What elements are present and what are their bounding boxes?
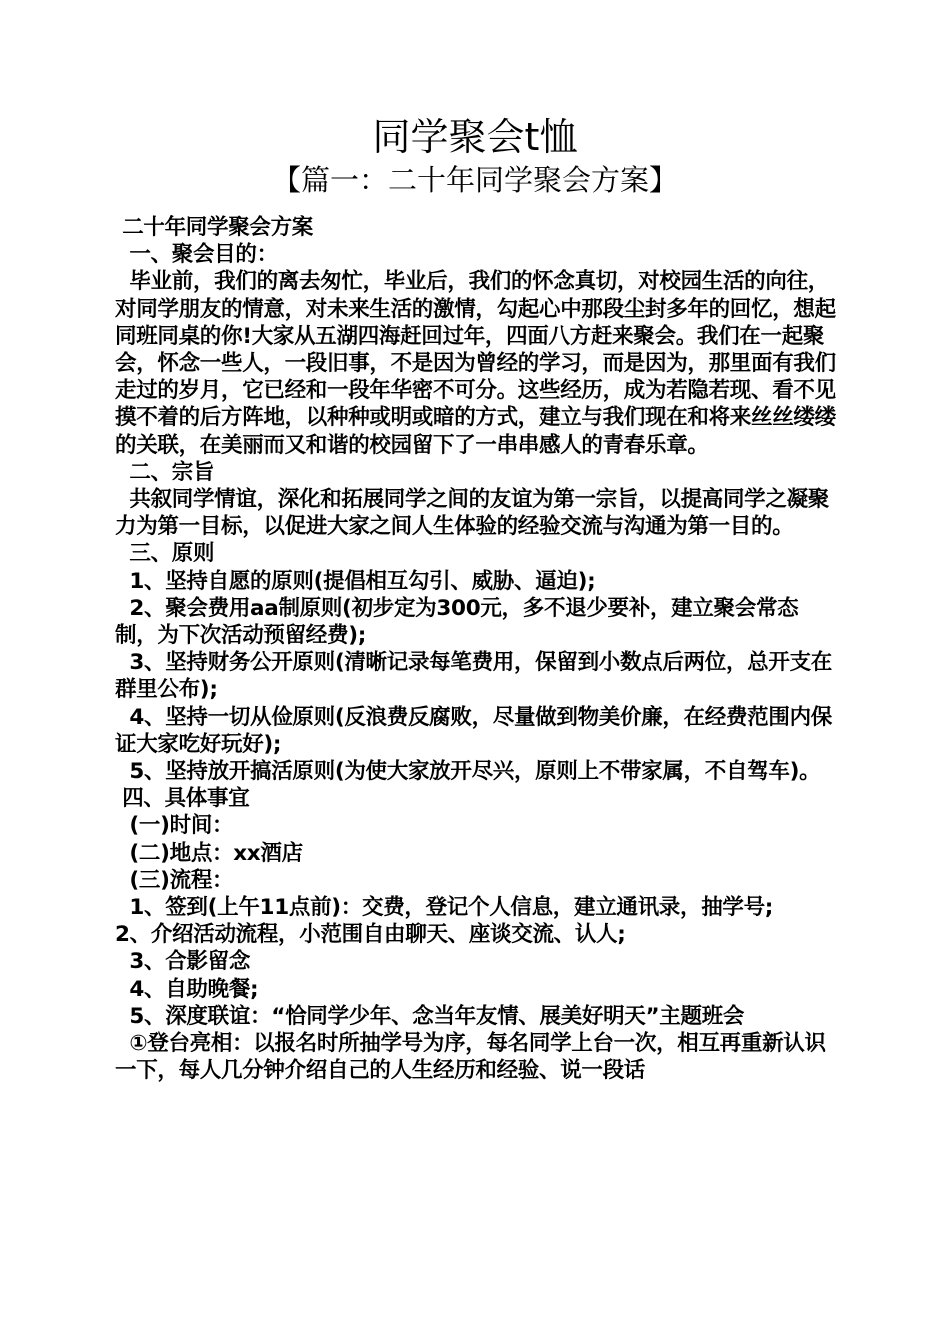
list-item: 5、深度联谊：“恰同学少年、念当年友情、展美好明天”主题班会 [115, 1003, 745, 1029]
list-item: 2、聚会费用aa制原则(初步定为300元，多不退少要补，建立聚会常态制，为下次活动预留经费); [115, 595, 799, 649]
document-subtitle: 【篇一：二十年同学聚会方案】 [271, 163, 678, 197]
section-heading: 四、具体事宜 [115, 786, 250, 812]
section-heading: 二十年同学聚会方案 [115, 215, 313, 240]
document-title: 同学聚会t恤 [372, 115, 578, 159]
list-item: 4、坚持一切从俭原则(反浪费反腐败，尽量做到物美价廉，在经费范围内保证大家吃好玩好); [115, 704, 832, 757]
list-item: 3、坚持财务公开原则(清晰记录每笔费用，保留到小数点后两位，总开支在群里公布); [115, 650, 832, 703]
list-item: 1、坚持自愿的原则(提倡相互勾引、威胁、逼迫); [115, 568, 596, 594]
sub-heading: (一)时间： [115, 813, 234, 839]
body-paragraph: 毕业前，我们的离去匆忙，毕业后，我们的怀念真切，对校园生活的向往，对同学朋友的情意，对未来生活的激情，勾起心中那段尘封多年的回忆，想起同班同桌的你!大家从五湖四海赶回过年，四面八方赶来聚会。我们在一起聚会，怀念一些人，一段旧事，不是因为曾经的学习，而是因为，那里面有我们走过的岁月，它已经和一段年华密不可分。这些经历，成为若隐若现、看不见摸不着的后方阵地，以种种或明或暗的方式，建立与我们现在和将来丝丝缕缕的关联，在美丽而又和谐的校园留下了一串串感人的青春乐章。 [115, 269, 836, 458]
sub-heading: (二)地点：xx酒店 [115, 840, 303, 866]
list-item: 2、介绍活动流程，小范围自由聊天、座谈交流、认人; [115, 922, 626, 948]
section-heading: 二、宗旨 [115, 459, 215, 485]
body-paragraph: 共叙同学情谊，深化和拓展同学之间的友谊为第一宗旨，以提高同学之凝聚力为第一目标，以促进大家之间人生体验的经验交流与沟通为第一目的。 [115, 487, 829, 540]
document-body [115, 214, 837, 1085]
list-item: 4、自助晚餐; [115, 976, 259, 1002]
sub-heading: (三)流程： [115, 867, 234, 893]
section-heading: 一、聚会目的： [115, 242, 278, 268]
section-heading: 三、原则 [115, 541, 215, 567]
list-item: ①登台亮相：以报名时所抽学号为序，每名同学上台一次，相互再重新认识一下，每人几分钟介绍自己的人生经历和经验、说一段话 [115, 1031, 826, 1084]
list-item: 3、合影留念 [115, 949, 251, 975]
list-item: 5、坚持放开搞活原则(为使大家放开尽兴，原则上不带家属，不自驾车)。 [115, 759, 821, 785]
list-item: 1、签到(上午11点前)：交费，登记个人信息，建立通讯录，抽学号; [115, 895, 774, 921]
